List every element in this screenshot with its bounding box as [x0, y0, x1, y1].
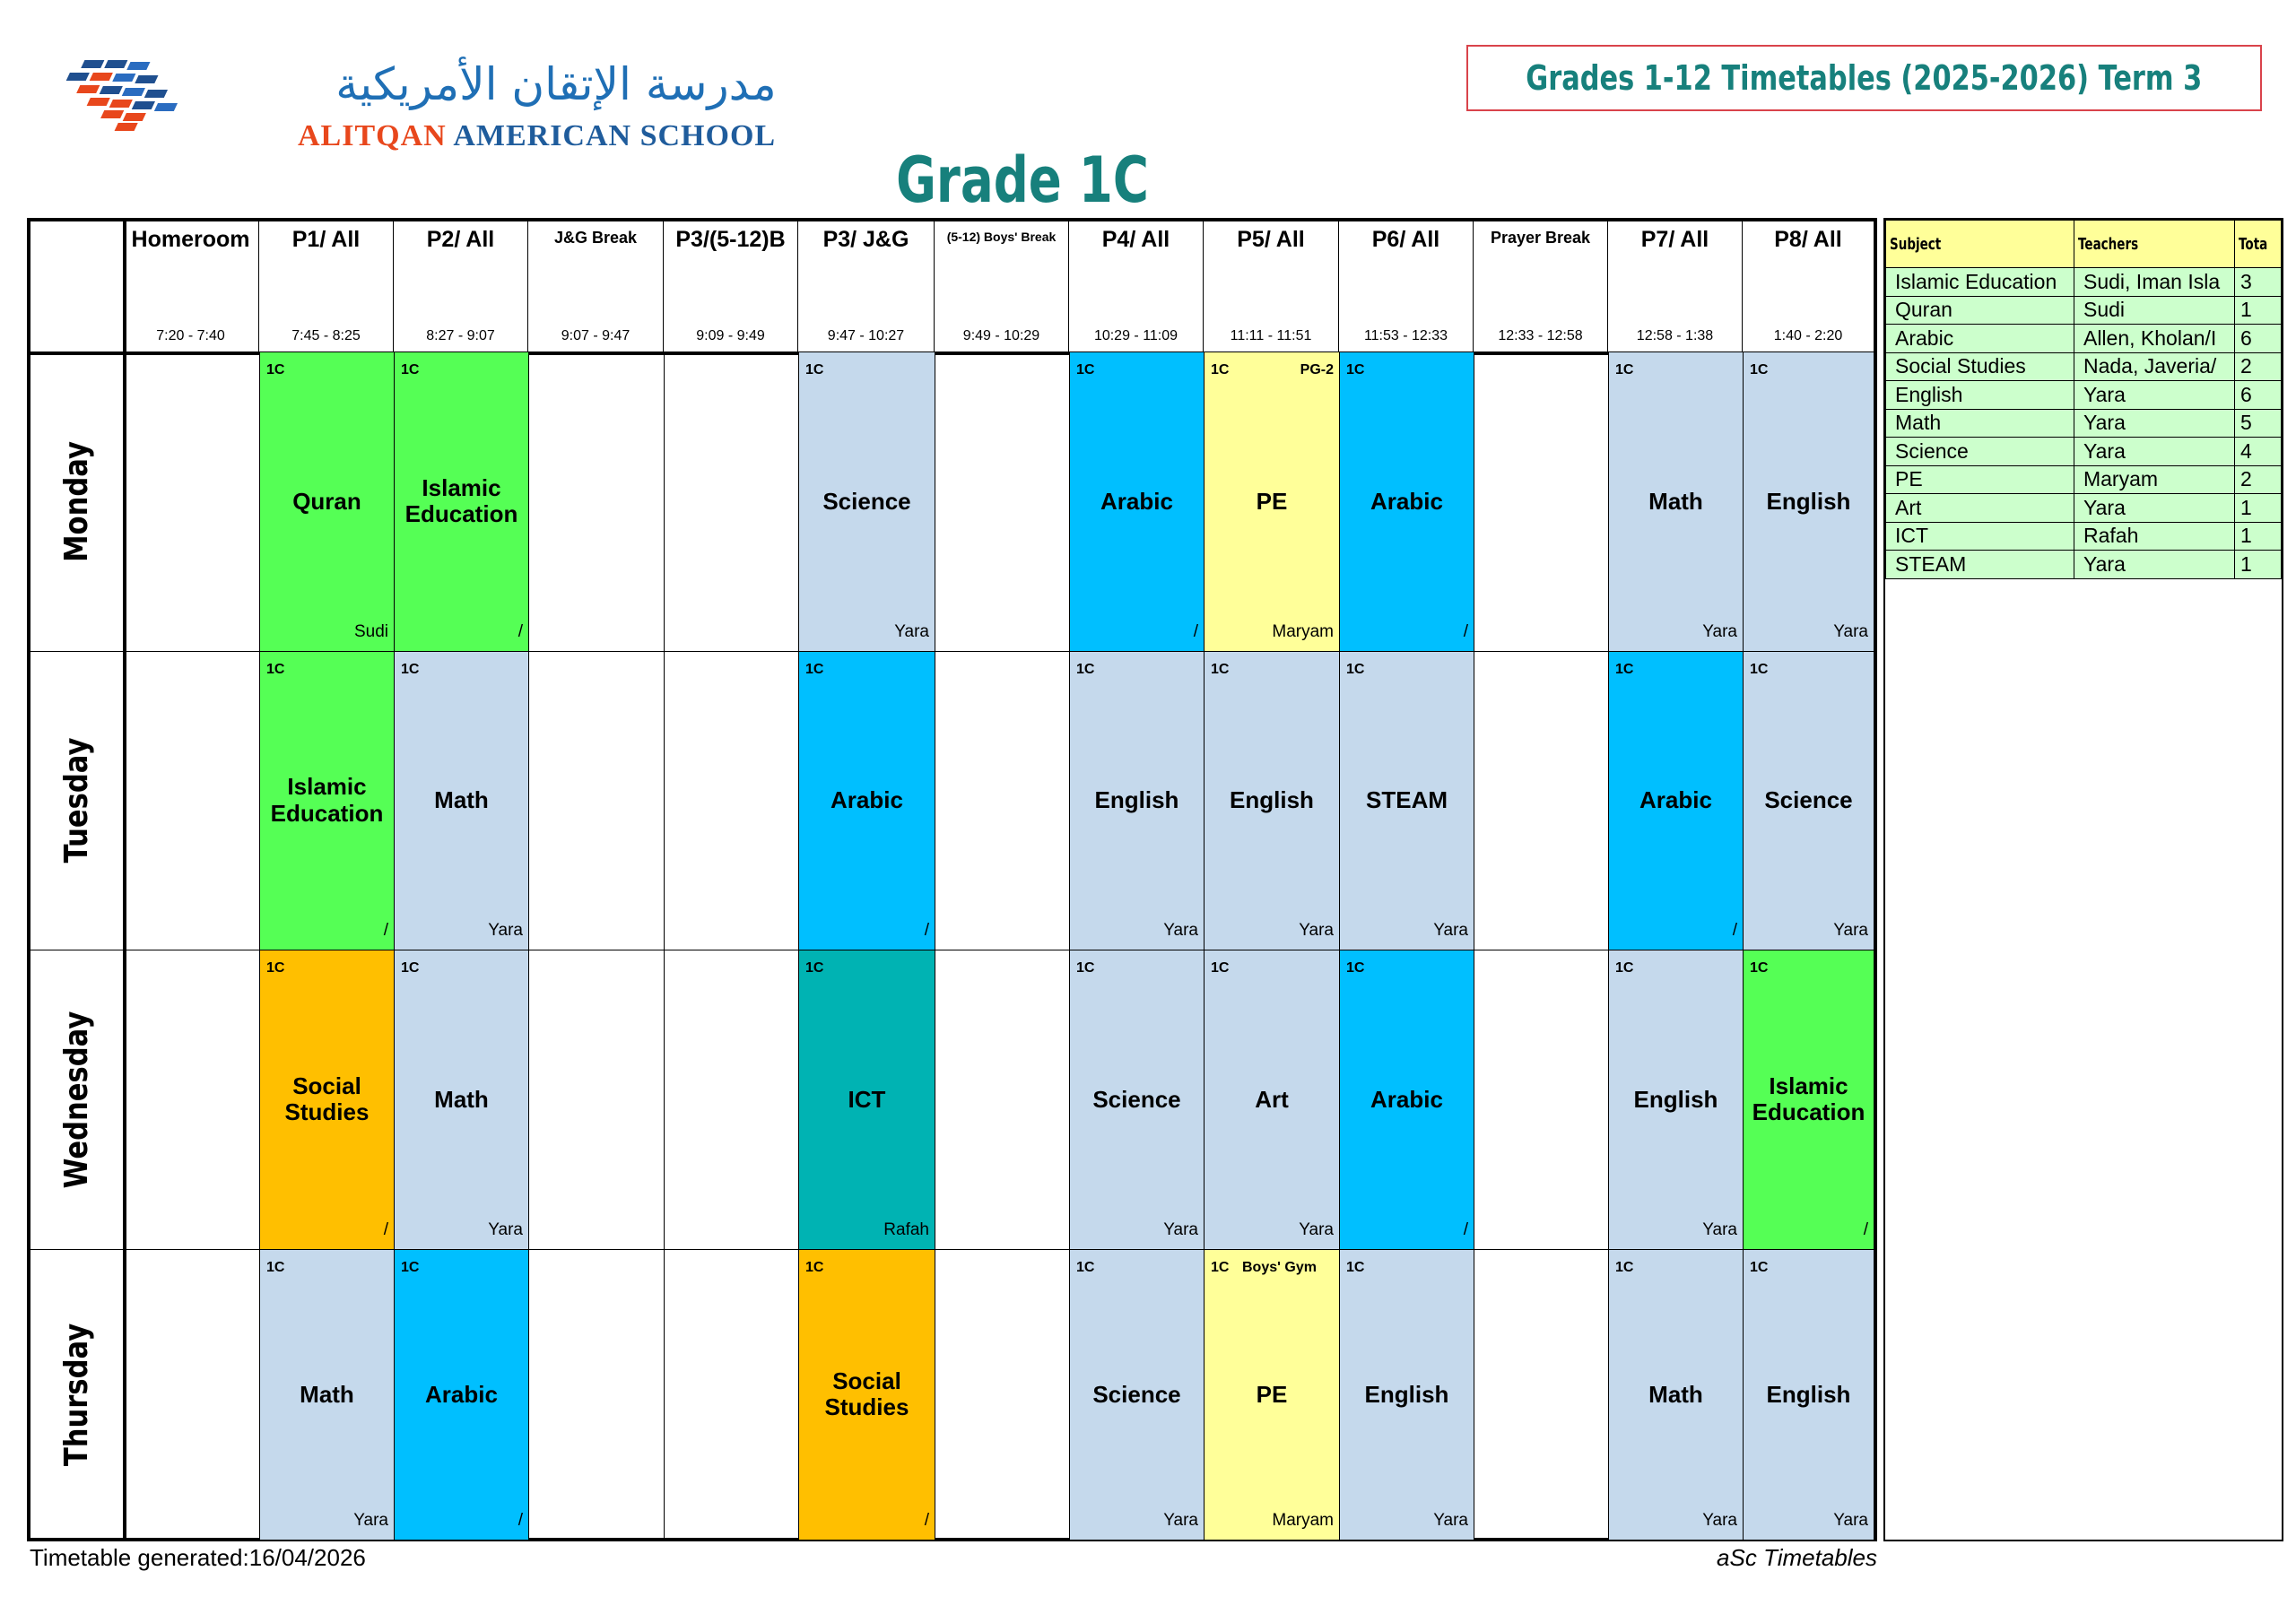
period-time: 10:29 - 11:09: [1093, 328, 1178, 343]
lesson-class: 1C: [1076, 362, 1095, 378]
period-name: P1/ All: [291, 227, 361, 252]
lesson-subject: Arabic: [425, 1380, 498, 1408]
lesson-class: 1C: [1076, 960, 1095, 976]
lesson-teacher: Yara: [1702, 1511, 1737, 1530]
period-name: J&G Break: [553, 229, 638, 247]
lesson-cell[interactable]: [1743, 1249, 1874, 1541]
lesson-cell[interactable]: [259, 1249, 395, 1541]
period-time: 12:58 - 1:38: [1636, 328, 1714, 343]
lesson-class: 1C: [266, 960, 285, 976]
lesson-cell[interactable]: [1069, 352, 1205, 652]
lesson-class: 1C: [1346, 1260, 1365, 1275]
summary-teachers: Yara: [2074, 494, 2234, 523]
school-name-suffix: AMERICAN SCHOOL: [453, 119, 777, 152]
lesson-class: 1C: [1211, 960, 1230, 976]
summary-total: 6: [2234, 325, 2281, 353]
lesson-teacher: /: [1732, 921, 1737, 940]
lesson-teacher: Maryam: [1272, 622, 1334, 641]
summary-row: [1886, 522, 2282, 551]
lesson-teacher: Yara: [1833, 622, 1868, 641]
lesson-class: 1C: [805, 662, 824, 677]
lesson-cell[interactable]: [1339, 651, 1474, 950]
summary-total: 1: [2234, 551, 2281, 579]
lesson-subject: Islamic Education: [404, 473, 518, 528]
lesson-subject: English: [1230, 786, 1314, 814]
term-title: Grades 1-12 Timetables (2025-2026) Term 3: [1526, 58, 2203, 98]
lesson-room: Boys' Gym: [1242, 1260, 1317, 1275]
lesson-teacher: Sudi: [353, 622, 388, 641]
lesson-teacher: Yara: [1433, 1511, 1468, 1530]
lesson-class: 1C: [1211, 362, 1230, 378]
lesson-subject: English: [1094, 786, 1179, 814]
lesson-subject: Science: [1092, 1085, 1181, 1113]
lesson-cell[interactable]: [394, 651, 529, 950]
lesson-cell[interactable]: [1743, 651, 1874, 950]
summary-header-subject: Subject: [1886, 221, 2074, 268]
period-header: [1608, 221, 1743, 352]
lesson-subject: Math: [434, 786, 489, 814]
lesson-teacher: Yara: [1702, 1220, 1737, 1239]
lesson-cell[interactable]: [1069, 950, 1205, 1250]
lesson-teacher: Yara: [1299, 1220, 1334, 1239]
summary-teachers: Yara: [2074, 438, 2234, 466]
day-name: Monday: [58, 440, 96, 562]
period-time: 11:53 - 12:33: [1363, 328, 1448, 343]
summary-row: [1886, 409, 2282, 438]
summary-subject: Art: [1886, 494, 2074, 523]
summary-row: [1886, 438, 2282, 466]
lesson-class: 1C: [805, 362, 824, 378]
lesson-subject: Arabic: [1100, 487, 1173, 515]
lesson-teacher: /: [1463, 622, 1468, 641]
lesson-subject: Arabic: [1370, 1085, 1443, 1113]
period-time: 12:33 - 12:58: [1498, 328, 1583, 343]
lesson-teacher: Yara: [1163, 921, 1198, 940]
lesson-cell[interactable]: [259, 352, 395, 652]
summary-row: [1886, 381, 2282, 410]
lesson-teacher: /: [924, 1511, 929, 1530]
period-time: 1:40 - 2:20: [1773, 328, 1843, 343]
period-header: [259, 221, 394, 352]
lesson-subject: English: [1766, 1380, 1851, 1408]
period-name: P4/ All: [1101, 227, 1170, 252]
lesson-class: 1C: [1615, 960, 1634, 976]
summary-teachers: Nada, Javeria/: [2074, 352, 2234, 381]
lesson-teacher: Yara: [1163, 1511, 1198, 1530]
lesson-teacher: Rafah: [883, 1220, 929, 1239]
period-name: P2/ All: [426, 227, 495, 252]
lesson-subject: Arabic: [831, 786, 903, 814]
lesson-teacher: Yara: [1702, 622, 1737, 641]
period-header: [935, 221, 1069, 352]
lesson-teacher: Maryam: [1272, 1511, 1334, 1530]
summary-total: 1: [2234, 494, 2281, 523]
timetable-grid: [27, 218, 1877, 1541]
summary-total: 6: [2234, 381, 2281, 410]
school-name-english: [298, 119, 776, 153]
lesson-class: 1C: [1750, 1260, 1769, 1275]
subject-summary: [1883, 218, 2283, 1541]
lesson-class: 1C: [1750, 662, 1769, 677]
lesson-subject: STEAM: [1366, 786, 1448, 814]
lesson-class: 1C: [401, 662, 420, 677]
period-header: [798, 221, 935, 352]
summary-subject: Math: [1886, 409, 2074, 438]
lesson-subject: English: [1766, 487, 1851, 515]
lesson-cell[interactable]: [1339, 352, 1474, 652]
lesson-cell[interactable]: [1608, 651, 1744, 950]
lesson-subject: English: [1364, 1380, 1449, 1408]
lesson-class: 1C: [1346, 362, 1365, 378]
lesson-teacher: /: [383, 921, 388, 940]
lesson-teacher: Yara: [1433, 921, 1468, 940]
period-name: P6/ All: [1371, 227, 1440, 252]
summary-row: [1886, 325, 2282, 353]
lesson-teacher: /: [383, 1220, 388, 1239]
period-time: 9:09 - 9:49: [696, 328, 765, 343]
lesson-class: 1C: [805, 960, 824, 976]
lesson-class: 1C: [1076, 662, 1095, 677]
lesson-class: 1C: [1750, 362, 1769, 378]
summary-row: [1886, 352, 2282, 381]
summary-total: 1: [2234, 522, 2281, 551]
period-name: P3/(5-12)B: [675, 227, 786, 252]
lesson-cell[interactable]: [1204, 352, 1340, 652]
period-name: P5/ All: [1237, 227, 1305, 252]
summary-teachers: Yara: [2074, 381, 2234, 410]
lesson-class: 1C: [266, 1260, 285, 1275]
lesson-cell[interactable]: [394, 1249, 529, 1541]
period-time: 7:20 - 7:40: [156, 328, 225, 343]
summary-teachers: Maryam: [2074, 465, 2234, 494]
period-header: [664, 221, 798, 352]
lesson-teacher: Yara: [488, 1220, 523, 1239]
lesson-teacher: /: [1463, 1220, 1468, 1239]
lesson-class: 1C: [1346, 960, 1365, 976]
summary-row: [1886, 296, 2282, 325]
school-logo-icon: [54, 49, 233, 157]
school-logo: [54, 49, 777, 166]
lesson-cell[interactable]: [1743, 950, 1874, 1250]
period-name: (5-12) Boys' Break: [946, 230, 1057, 244]
summary-header-total: Tota: [2234, 221, 2281, 268]
lesson-teacher: Yara: [488, 921, 523, 940]
lesson-cell[interactable]: [1069, 651, 1205, 950]
lesson-teacher: /: [517, 622, 523, 641]
footer-brand: aSc Timetables: [1717, 1544, 1877, 1571]
lesson-class: 1C: [805, 1260, 824, 1275]
period-name: Homeroom: [131, 227, 250, 252]
period-header: [1474, 221, 1608, 352]
day-label: [30, 651, 123, 950]
summary-teachers: Sudi, Iman Isla: [2074, 268, 2234, 297]
lesson-subject: PE: [1256, 487, 1288, 515]
summary-row: [1886, 494, 2282, 523]
summary-total: 2: [2234, 352, 2281, 381]
period-name: Prayer Break: [1490, 229, 1591, 247]
lesson-subject: Social Studies: [824, 1367, 909, 1421]
lesson-subject: Arabic: [1370, 487, 1443, 515]
lesson-class: 1C: [1211, 662, 1230, 677]
day-label: [30, 950, 123, 1249]
period-time: 7:45 - 8:25: [291, 328, 361, 343]
lesson-subject: Math: [1648, 487, 1703, 515]
lesson-cell[interactable]: [1743, 352, 1874, 652]
lesson-class: 1C: [1211, 1260, 1230, 1275]
lesson-subject: Islamic Education: [270, 773, 384, 827]
term-title-box: [1466, 45, 2262, 111]
lesson-subject: Islamic Education: [1752, 1072, 1866, 1126]
summary-subject: English: [1886, 381, 2074, 410]
period-header: [123, 221, 259, 352]
lesson-teacher: /: [1863, 1220, 1868, 1239]
summary-subject: Arabic: [1886, 325, 2074, 353]
lesson-subject: Math: [1648, 1380, 1703, 1408]
timetable-generated-date: Timetable generated:16/04/2026: [30, 1544, 366, 1571]
lesson-teacher: Yara: [353, 1511, 388, 1530]
day-label: [30, 1249, 123, 1540]
lesson-class: 1C: [401, 960, 420, 976]
period-header: [1339, 221, 1474, 352]
summary-subject: Science: [1886, 438, 2074, 466]
lesson-cell[interactable]: [1339, 950, 1474, 1250]
lesson-class: 1C: [1076, 1260, 1095, 1275]
lesson-subject: PE: [1256, 1380, 1288, 1408]
lesson-subject: Science: [1764, 786, 1853, 814]
lesson-teacher: /: [1193, 622, 1198, 641]
period-header: [1069, 221, 1204, 352]
lesson-cell[interactable]: [798, 651, 935, 950]
grade-title: Grade 1C: [896, 143, 1149, 217]
lesson-teacher: /: [924, 921, 929, 940]
summary-header-row: [1886, 221, 2282, 268]
day-name: Tuesday: [58, 737, 95, 864]
lesson-subject: ICT: [848, 1085, 886, 1113]
lesson-cell[interactable]: [798, 1249, 935, 1541]
summary-total: 2: [2234, 465, 2281, 494]
day-label: [30, 352, 123, 651]
lesson-subject: English: [1633, 1085, 1718, 1113]
subject-summary-table: [1885, 220, 2282, 579]
day-name: Thursday: [58, 1323, 96, 1466]
lesson-cell[interactable]: [1204, 950, 1340, 1250]
period-time: 9:49 - 10:29: [962, 328, 1040, 343]
lesson-subject: Quran: [292, 487, 361, 515]
summary-subject: Islamic Education: [1886, 268, 2074, 297]
lesson-cell[interactable]: [394, 352, 529, 652]
lesson-class: 1C: [1615, 1260, 1634, 1275]
lesson-class: 1C: [1750, 960, 1769, 976]
grid-column-line: [664, 352, 665, 1538]
lesson-cell[interactable]: [259, 950, 395, 1250]
day-column-divider: [123, 221, 126, 1538]
summary-subject: PE: [1886, 465, 2074, 494]
period-time: 11:11 - 11:51: [1230, 328, 1312, 343]
summary-teachers: Rafah: [2074, 522, 2234, 551]
lesson-cell[interactable]: [1204, 1249, 1340, 1541]
period-header: [1204, 221, 1339, 352]
summary-total: 1: [2234, 296, 2281, 325]
period-time: 9:07 - 9:47: [561, 328, 631, 343]
summary-total: 3: [2234, 268, 2281, 297]
lesson-cell[interactable]: [1608, 352, 1744, 652]
lesson-cell[interactable]: [1608, 950, 1744, 1250]
lesson-teacher: Yara: [1833, 1511, 1868, 1530]
period-time: 9:47 - 10:27: [827, 328, 905, 343]
school-name-prefix: ALITQAN: [298, 119, 447, 152]
lesson-subject: Math: [434, 1085, 489, 1113]
lesson-subject: Social Studies: [284, 1072, 370, 1126]
period-header: [394, 221, 528, 352]
lesson-class: 1C: [1615, 362, 1634, 378]
summary-teachers: Allen, Kholan/I: [2074, 325, 2234, 353]
summary-teachers: Yara: [2074, 551, 2234, 579]
lesson-cell[interactable]: [1204, 651, 1340, 950]
summary-row: [1886, 551, 2282, 579]
lesson-subject: Arabic: [1639, 786, 1712, 814]
day-name: Wednesday: [58, 1011, 96, 1188]
lesson-teacher: Yara: [1833, 921, 1868, 940]
lesson-cell[interactable]: [798, 950, 935, 1250]
summary-teachers: Yara: [2074, 409, 2234, 438]
summary-row: [1886, 268, 2282, 297]
lesson-teacher: Yara: [894, 622, 929, 641]
summary-teachers: Sudi: [2074, 296, 2234, 325]
summary-row: [1886, 465, 2282, 494]
period-header: [528, 221, 664, 352]
summary-header-teachers: Teachers: [2074, 221, 2234, 268]
lesson-subject: Math: [300, 1380, 354, 1408]
lesson-teacher: Yara: [1299, 921, 1334, 940]
lesson-cell[interactable]: [259, 651, 395, 950]
period-header: [1743, 221, 1874, 352]
lesson-cell[interactable]: [394, 950, 529, 1250]
school-name-arabic: مدرسة الإتقان الأمريكية: [335, 58, 777, 110]
period-name: P8/ All: [1774, 227, 1842, 252]
period-name: P3/ J&G: [822, 227, 909, 252]
lesson-class: 1C: [266, 662, 285, 677]
lesson-teacher: /: [517, 1511, 523, 1530]
period-time: 8:27 - 9:07: [426, 328, 495, 343]
lesson-subject: Science: [1092, 1380, 1181, 1408]
lesson-class: 1C: [266, 362, 285, 378]
lesson-subject: Art: [1255, 1085, 1289, 1113]
summary-subject: Social Studies: [1886, 352, 2074, 381]
summary-subject: ICT: [1886, 522, 2074, 551]
lesson-subject: Science: [822, 487, 911, 515]
lesson-class: 1C: [1346, 662, 1365, 677]
lesson-class: 1C: [401, 1260, 420, 1275]
summary-subject: Quran: [1886, 296, 2074, 325]
lesson-cell[interactable]: [1608, 1249, 1744, 1541]
lesson-teacher: Yara: [1163, 1220, 1198, 1239]
lesson-class: 1C: [1615, 662, 1634, 677]
lesson-cell[interactable]: [1069, 1249, 1205, 1541]
lesson-cell[interactable]: [1339, 1249, 1474, 1541]
summary-subject: STEAM: [1886, 551, 2074, 579]
lesson-room: PG-2: [1300, 362, 1334, 378]
period-name: P7/ All: [1640, 227, 1709, 252]
lesson-cell[interactable]: [798, 352, 935, 652]
summary-total: 4: [2234, 438, 2281, 466]
lesson-class: 1C: [401, 362, 420, 378]
summary-total: 5: [2234, 409, 2281, 438]
